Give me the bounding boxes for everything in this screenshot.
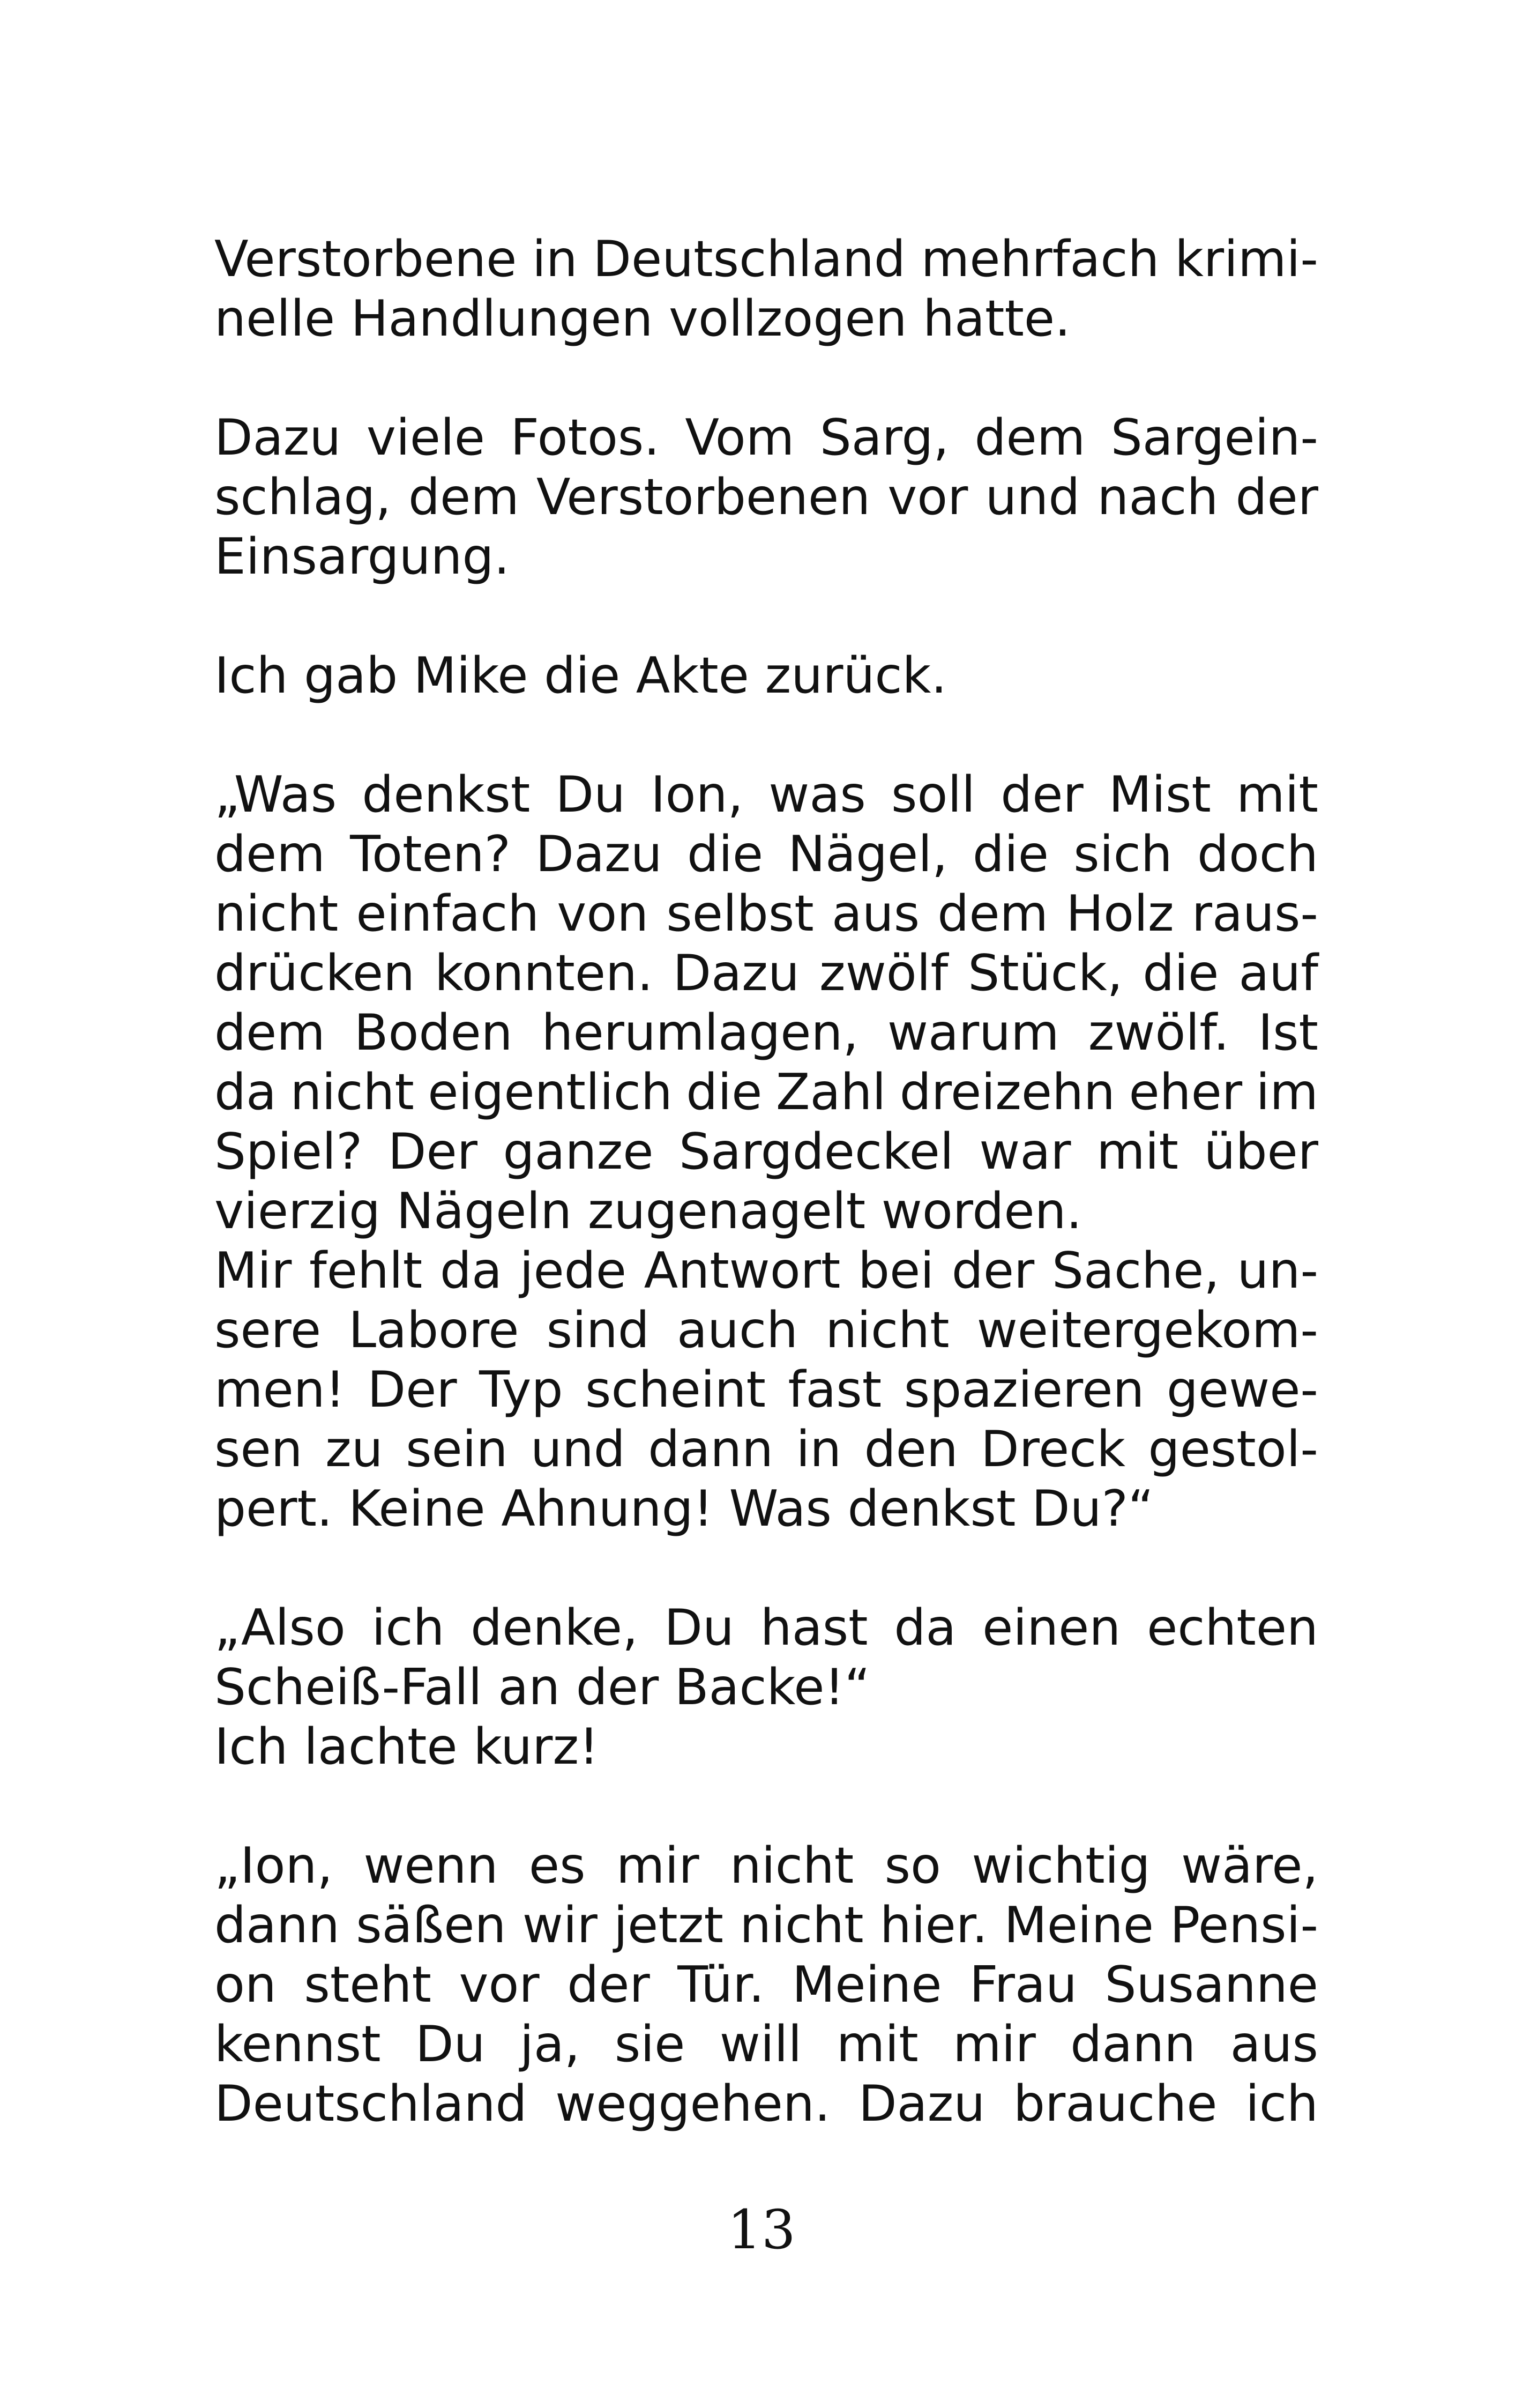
text-line: dem Boden herumlagen, warum zwölf. Ist	[214, 1004, 1318, 1061]
text-line: sere Labore sind auch nicht weitergekom-	[214, 1301, 1318, 1359]
text-line: Mir fehlt da jede Antwort bei der Sache, un-	[214, 1242, 1318, 1299]
text-line: nicht einfach von selbst aus dem Holz raus-	[214, 885, 1318, 942]
text-line: kennst Du ja, sie will mit mir dann aus	[214, 2015, 1318, 2073]
text-line: „Also ich denke, Du hast da einen echten	[214, 1599, 1318, 1656]
text-line: pert. Keine Ahnung! Was denkst Du?“	[214, 1480, 1154, 1537]
text-line: Deutschland weggehen. Dazu brauche ich	[214, 2075, 1318, 2132]
text-line: Spiel? Der ganze Sargdeckel war mit über	[214, 1123, 1318, 1180]
text-line: nelle Handlungen vollzogen hatte.	[214, 289, 1071, 347]
text-line: men! Der Typ scheint fast spazieren gewe-	[214, 1361, 1318, 1418]
text-line: „Was denkst Du Ion, was soll der Mist mit	[214, 765, 1318, 823]
paragraph-gap	[214, 1777, 1318, 1836]
body-text	[214, 229, 1318, 2134]
text-line: dann säßen wir jetzt nicht hier. Meine Pensi-	[214, 1896, 1318, 1954]
page-number: 13	[727, 2198, 796, 2261]
text-line: da nicht eigentlich die Zahl dreizehn eher im	[214, 1063, 1318, 1121]
paragraph-gap	[214, 705, 1318, 765]
text-line: Verstorbene in Deutschland mehrfach krimi-	[214, 230, 1318, 288]
text-line: on steht vor der Tür. Meine Frau Susanne	[214, 1956, 1318, 2013]
text-line: drücken konnten. Dazu zwölf Stück, die auf	[214, 944, 1318, 1002]
text-line: Ich gab Mike die Akte zurück.	[214, 646, 947, 704]
text-line: dem Toten? Dazu die Nägel, die sich doch	[214, 825, 1318, 883]
text-line: Scheiß-Fall an der Backe!“	[214, 1658, 870, 1716]
text-line: „Ion, wenn es mir nicht so wichtig wäre,	[214, 1837, 1318, 1894]
paragraph-gap	[214, 586, 1318, 646]
text-line: sen zu sein und dann in den Dreck gestol-	[214, 1420, 1318, 1478]
text-line: Dazu viele Fotos. Vom Sarg, dem Sargein-	[214, 408, 1318, 466]
paragraph-gap	[214, 1539, 1318, 1598]
text-line: Ich lachte kurz!	[214, 1718, 599, 1775]
text-line: Einsargung.	[214, 527, 510, 585]
text-line: schlag, dem Verstorbenen vor und nach der	[214, 468, 1318, 526]
text-line: vierzig Nägeln zugenagelt worden.	[214, 1182, 1082, 1240]
paragraph-gap	[214, 348, 1318, 408]
